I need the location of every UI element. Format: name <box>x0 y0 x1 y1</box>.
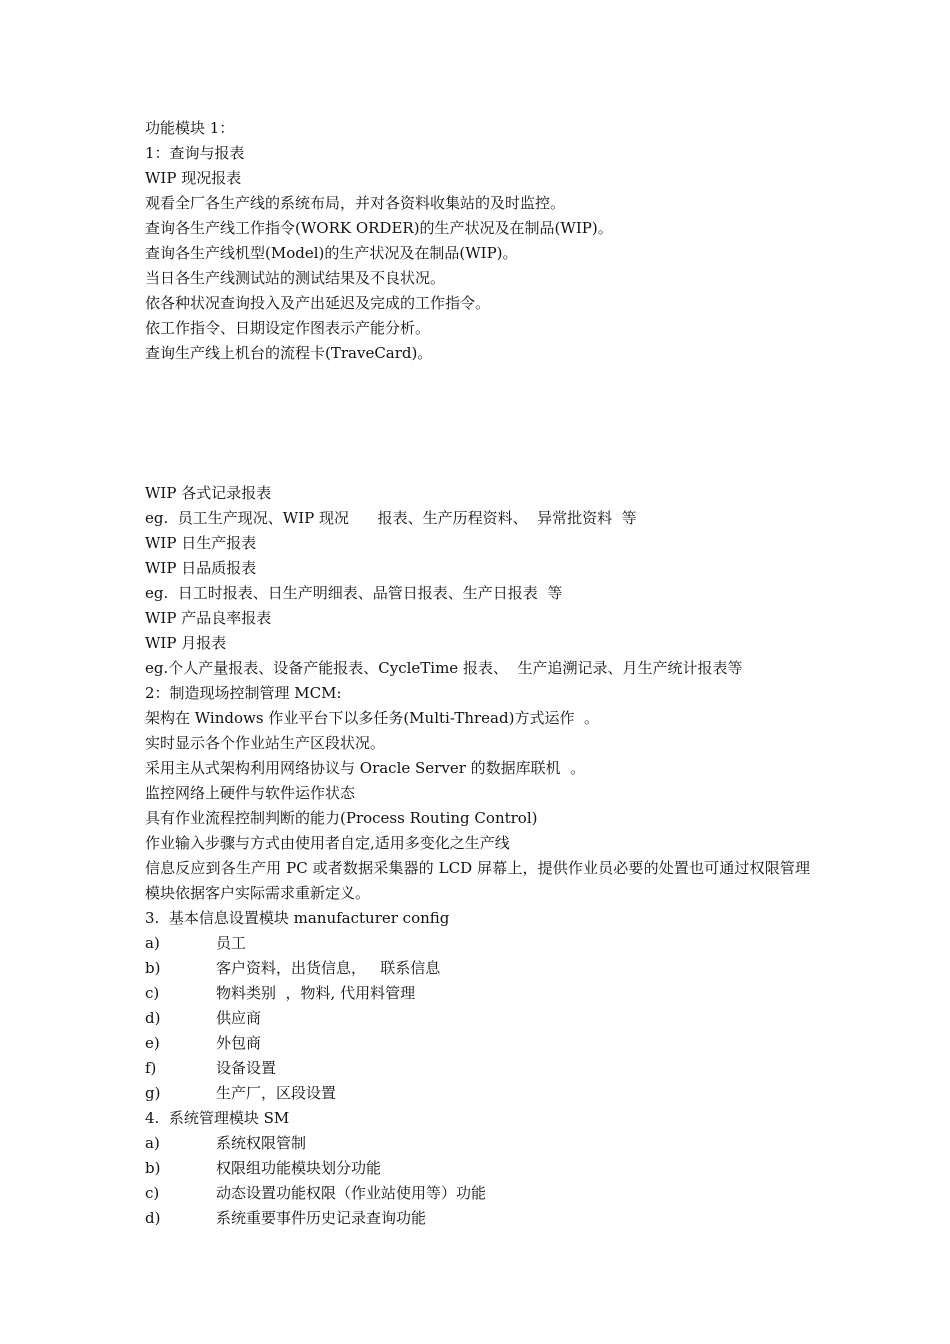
text-line: 依各种状况查询投入及产出延迟及完成的工作指令。 <box>145 294 491 312</box>
list-item-text: 员工 <box>216 934 247 952</box>
list-marker: d) <box>145 1209 161 1227</box>
paragraph: 信息反应到各生产用 PC 或者数据采集器的 LCD 屏幕上，提供作业员必要的处置也可通过权限管理模块依据客户实际需求重新定义。 <box>145 859 810 902</box>
text-line: 监控网络上硬件与软件运作状态 <box>145 784 356 802</box>
list-item-text: 系统权限管制 <box>216 1134 307 1152</box>
text-line: 架构在 Windows 作业平台下以多任务(Multi-Thread)方式运作 。 <box>145 709 599 727</box>
section-title: 1：查询与报表 <box>145 144 245 162</box>
list-marker: e) <box>145 1034 160 1052</box>
text-line: 依工作指令、日期设定作图表示产能分析。 <box>145 319 431 337</box>
text-line: 观看全厂各生产线的系统布局，并对各资料收集站的及时监控。 <box>145 194 566 212</box>
list-item-text: 物料类别 ，物料, 代用料管理 <box>216 984 416 1002</box>
text-line: 查询各生产线工作指令(WORK ORDER)的生产状况及在制品(WIP)。 <box>145 219 613 237</box>
text-line: 采用主从式架构利用网络协议与 Oracle Server 的数据库联机 。 <box>145 759 586 777</box>
text-line: 具有作业流程控制判断的能力(Process Routing Control) <box>145 809 538 827</box>
text-line: 实时显示各个作业站生产区段状况。 <box>145 734 386 752</box>
list-item-text: 生产厂，区段设置 <box>216 1084 337 1102</box>
section-reports-mcm <box>145 481 825 1231</box>
text-line: eg. 员工生产现况、WIP 现况 报表、生产历程资料、 异常批资料 等 <box>145 509 637 527</box>
text-line: eg.个人产量报表、设备产能报表、CycleTime 报表、 生产追溯记录、月生产统计报表等 <box>145 659 743 677</box>
text-line: 当日各生产线测试站的测试结果及不良状况。 <box>145 269 446 287</box>
list-item-text: 系统重要事件历史记录查询功能 <box>216 1209 427 1227</box>
list-marker: b) <box>145 959 161 977</box>
text-line: 作业输入步骤与方式由使用者自定,适用多变化之生产线 <box>145 834 510 852</box>
list-item <box>145 1156 825 1181</box>
list-marker: g) <box>145 1084 161 1102</box>
list-item <box>145 1031 825 1056</box>
section-title: 2：制造现场控制管理 MCM: <box>145 684 342 702</box>
list-item <box>145 931 825 956</box>
list-marker: d) <box>145 1009 161 1027</box>
list-item-text: 动态设置功能权限（作业站使用等）功能 <box>216 1184 487 1202</box>
list-marker: a) <box>145 934 160 952</box>
text-line: WIP 各式记录报表 <box>145 484 272 502</box>
list-item <box>145 1081 825 1106</box>
text-line: WIP 日生产报表 <box>145 534 257 552</box>
text-line: 查询各生产线机型(Model)的生产状况及在制品(WIP)。 <box>145 244 518 262</box>
text-line: WIP 日品质报表 <box>145 559 257 577</box>
list-item <box>145 1206 825 1231</box>
list-item <box>145 981 825 1006</box>
list-item <box>145 1181 825 1206</box>
list-marker: a) <box>145 1134 160 1152</box>
list-item-text: 设备设置 <box>216 1059 277 1077</box>
list-item-text: 供应商 <box>216 1009 262 1027</box>
list-item <box>145 1131 825 1156</box>
module-heading: 功能模块 1： <box>145 119 235 137</box>
text-line: WIP 产品良率报表 <box>145 609 272 627</box>
list-marker: b) <box>145 1159 161 1177</box>
list-item-text: 权限组功能模块划分功能 <box>216 1159 382 1177</box>
section-title: 3. 基本信息设置模块 manufacturer config <box>145 909 450 927</box>
section-title: 4. 系统管理模块 SM <box>145 1109 290 1127</box>
text-line: eg. 日工时报表、日生产明细表、品管日报表、生产日报表 等 <box>145 584 563 602</box>
list-item-text: 外包商 <box>216 1034 262 1052</box>
list-marker: c) <box>145 984 160 1002</box>
list-marker: f) <box>145 1059 157 1077</box>
text-line: 查询生产线上机台的流程卡(TraveCard)。 <box>145 344 433 362</box>
list-item <box>145 1006 825 1031</box>
list-item <box>145 956 825 981</box>
section-subtitle: WIP 现况报表 <box>145 169 242 187</box>
section-query-reports <box>145 116 825 366</box>
list-marker: c) <box>145 1184 160 1202</box>
list-item <box>145 1056 825 1081</box>
text-line: WIP 月报表 <box>145 634 227 652</box>
list-item-text: 客户资料，出货信息， 联系信息 <box>216 959 441 977</box>
